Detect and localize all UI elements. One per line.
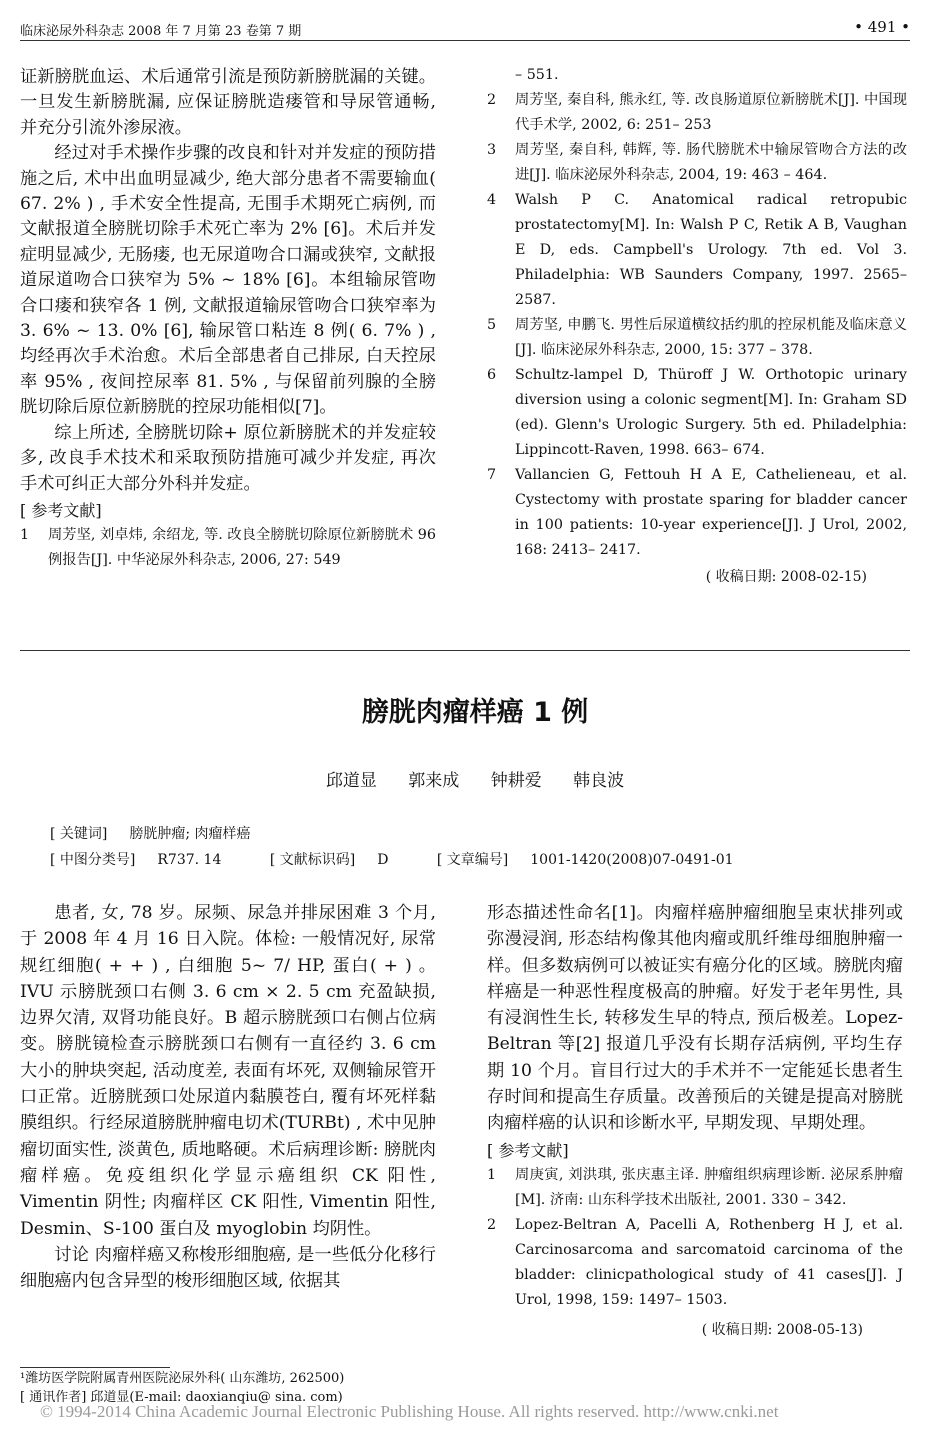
prev-ref-num: 6	[487, 367, 497, 383]
prev-ref-text: Vallancien G, Fettouh H A E, Cathelieneau, et al. Cystectomy with prostate sparing for bladder cancer in 100 patients: 10-year experience[J]. J Urol, 2002, 168: 2413– 2417.	[515, 467, 907, 558]
prev-paragraph-2: 经过对手术操作步骤的改良和针对并发症的预防措施之后, 术中出血明显减少, 绝大部分患者不需要输血( 67. 2% ) , 手术安全性提高, 无围手术期死亡病例, 而文献报道全膀胱切除手术死亡率为 2% [6]。术后并发症明显减少, 无肠瘘, 也无尿道吻合口漏或狭窄, 文献报道尿道吻合口狭窄为 5% ~ 18% [6]。本组输尿管吻合口瘘和狭窄各 1 例, 文献报道输尿管吻合口狭窄率为 3. 6% ~ 13. 0% [6], 输尿管口粘连 8 例( 6. 7% ) , 均经再次手术治愈。术后全部患者自己排尿, 白天控尿率 95% , 夜间控尿率 81. 5% , 与保留前列腺的全膀胱切除后原位新膀胱的控尿功能相似[7]。	[20, 143, 436, 418]
prev-ref-text: Schultz-lampel D, Thüroff J W. Orthotopic urinary diversion using a colonic segment[M]. In: Graham SD (ed). Glenn's Urologic Surgery. 5th ed. Philadelphia: Lippincott-Raven, 1998. 663– 674.	[515, 367, 907, 458]
prev-ref-continuation	[487, 63, 907, 88]
article-received-date: ( 收稿日期: 2008-05-13)	[701, 1321, 863, 1338]
prev-ref-text: 周芳坚, 秦自科, 熊永红, 等. 改良肠道原位新膀胱术[J]. 中国现代手术学, 2002, 6: 251– 253	[515, 92, 907, 133]
article-ref-num: 1	[487, 1166, 497, 1183]
prev-paragraph-1: 证新膀胱血运、术后通常引流是预防新膀胱漏的关键。一旦发生新膀胱漏, 应保证膀胱造瘘管和导尿管通畅, 并充分引流外渗尿液。	[20, 67, 436, 138]
classification-line	[50, 849, 734, 869]
prev-ref-cont-text: – 551.	[515, 67, 559, 83]
prev-ref-text: 周芳坚, 刘卓炜, 余绍龙, 等. 改良全膀胱切除原位新膀胱术 96 例报告[J]. 中华泌尿外科杂志, 2006, 27: 549	[48, 526, 436, 568]
clc-value: R737. 14	[157, 852, 222, 868]
discussion-continued: 形态描述性命名[1]。肉瘤样癌肿瘤细胞呈束状排列或弥漫浸润, 形态结构像其他肉瘤或肌纤维母细胞肿瘤一样。但多数病例可以被证实有癌分化的区域。膀胱肉瘤样癌是一种恶性程度极高的肿瘤。好发于老年男性, 具有浸润性生长, 转移发生早的特点, 预后极差。Lopez-Beltran 等[2] 报道几乎没有长期存活病例, 平均生存期 10 个月。盲目行过大的手术并不一定能延长患者生存时间和提高生存质量。改善预后的关键是提高对膀胱肉瘤样癌的认识和诊断水平, 早期发现、早期处理。	[487, 903, 903, 1134]
footnote-affiliation: ¹潍坊医学院附属青州医院泌尿外科( 山东潍坊, 262500)	[20, 1371, 345, 1386]
article-ref-text: Lopez-Beltran A, Pacelli A, Rothenberg H J, et al. Carcinosarcoma and sarcomatoid carcinoma of the bladder: clinicpathological study of 41 cases[J]. J Urol, 1998, 159: 1497– 1503.	[515, 1216, 903, 1308]
author-list	[0, 766, 950, 791]
article-ref-num: 2	[487, 1216, 497, 1233]
prev-ref-item	[487, 363, 907, 463]
prev-paragraph-3: 综上所述, 全膀胱切除+ 原位新膀胱术的并发症较多, 改良手术技术和采取预防措施可减少并发症, 再次手术可纠正大部分外科并发症。	[20, 422, 436, 494]
prev-article-left-column	[20, 65, 436, 573]
case-paragraph: 患者, 女, 78 岁。尿频、尿急并排尿困难 3 个月, 于 2008 年 4 月 16 日入院。体检: 一般情况好, 尿常规红细胞( + + ) , 白细胞 5~ 7/ HP, 蛋白( + ) 。IVU 示膀胱颈口右侧 3. 6 cm × 2. 5 cm 充盈缺损, 边界欠清, 双肾功能良好。B 超示膀胱颈口右侧占位病变。膀胱镜检查示膀胱颈口右侧有一直径约 3. 6 cm 大小的肿块突起, 活动度差, 表面有坏死, 双侧输尿管开口正常。近膀胱颈口处尿道内黏膜苍白, 覆有坏死样黏膜组织。行经尿道膀胱肿瘤电切术(TURBt) , 术中见肿瘤切面实性, 淡黄色, 质地略硬。术后病理诊断: 膀胱肉瘤样癌。免疫组织化学显示癌组织 CK 阳性, Vimentin 阴性; 肉瘤样区 CK 阳性, Vimentin 阳性, Desmin、S-100 蛋白及 myoglobin 均阴性。	[20, 903, 436, 1239]
prev-ref-num: 3	[487, 142, 497, 158]
prev-ref-item	[487, 463, 907, 563]
article-no-value: 1001-1420(2008)07-0491-01	[530, 852, 734, 868]
article-ref-text: 周庚寅, 刘洪琪, 张庆惠主译. 肿瘤组织病理诊断. 泌尿系肿瘤[M]. 济南: 山东科学技术出版社, 2001. 330 – 342.	[515, 1166, 903, 1208]
article-title: 膀胱肉瘤样癌 1 例	[361, 697, 589, 728]
prev-received-date: ( 收稿日期: 2008-02-15)	[705, 569, 867, 585]
keywords-line	[50, 823, 251, 843]
prev-ref-num: 5	[487, 317, 497, 333]
prev-ref-text: Walsh P C. Anatomical radical retropubic prostatectomy[M]. In: Walsh P C, Retik A B, Vaughan E D, eds. Campbell's Urology. 7th ed. Vol 3. Philadelphia: WB Saunders Company, 1997. 2565– 2587.	[515, 192, 907, 308]
article-no-label: [ 文章编号]	[436, 852, 509, 868]
prev-ref-text: 周芳坚, 秦自科, 韩辉, 等. 肠代膀胱术中输尿管吻合方法的改进[J]. 临床泌尿外科杂志, 2004, 19: 463 – 464.	[515, 142, 907, 183]
clc-label: [ 中图分类号]	[50, 852, 136, 868]
article-ref-item	[487, 1213, 903, 1313]
discussion-paragraph: 讨论 肉瘤样癌又称梭形细胞癌, 是一些低分化移行细胞癌内包含异型的梭形细胞区域, 依据其	[20, 1244, 436, 1292]
doc-code-label: [ 文献标识码]	[269, 852, 356, 868]
article-ref-item	[487, 1163, 903, 1213]
prev-article-right-column	[487, 63, 907, 590]
author-name: 邱道显	[325, 771, 377, 791]
header-rule	[20, 40, 910, 41]
prev-ref-item	[487, 313, 907, 363]
footnote-corresponding: [ 通讯作者] 邱道显(E-mail: daoxianqiu@ sina. com)	[20, 1390, 343, 1405]
footnote-rule	[20, 1367, 170, 1368]
prev-ref-num: 2	[487, 92, 497, 108]
article-left-column	[20, 900, 436, 1294]
prev-ref-num: 1	[20, 526, 30, 543]
author-name: 钟耕爱	[490, 771, 542, 791]
prev-ref-item	[20, 523, 436, 573]
page-number: • 491 •	[854, 18, 910, 36]
prev-ref-item	[487, 138, 907, 188]
article-refs-heading: [ 参考文献]	[487, 1140, 569, 1160]
copyright-watermark: © 1994-2014 China Academic Journal Electronic Publishing House. All rights reserved. http://www.cnki.net	[40, 1402, 779, 1421]
prev-ref-num: 4	[487, 192, 497, 208]
author-name: 韩良波	[573, 771, 625, 791]
prev-ref-list-left	[20, 523, 436, 573]
prev-refs-heading: [ 参考文献]	[20, 500, 102, 520]
keywords-value: 膀胱肿瘤; 肉瘤样癌	[129, 826, 251, 842]
author-name: 郭来成	[408, 771, 460, 791]
prev-ref-item	[487, 88, 907, 138]
article-separator-rule	[20, 650, 910, 651]
article-right-column	[487, 900, 903, 1343]
prev-ref-item	[487, 188, 907, 313]
keywords-label: [ 关键词]	[50, 826, 108, 842]
prev-ref-num: 7	[487, 467, 497, 483]
journal-running-head: 临床泌尿外科杂志 2008 年 7 月第 23 卷第 7 期	[20, 24, 302, 39]
article-ref-list	[487, 1163, 903, 1313]
doc-code-value: D	[377, 852, 389, 868]
prev-ref-text: 周芳坚, 申鹏飞. 男性后尿道横纹括约肌的控尿机能及临床意义[J]. 临床泌尿外科杂志, 2000, 15: 377 – 378.	[515, 317, 907, 358]
